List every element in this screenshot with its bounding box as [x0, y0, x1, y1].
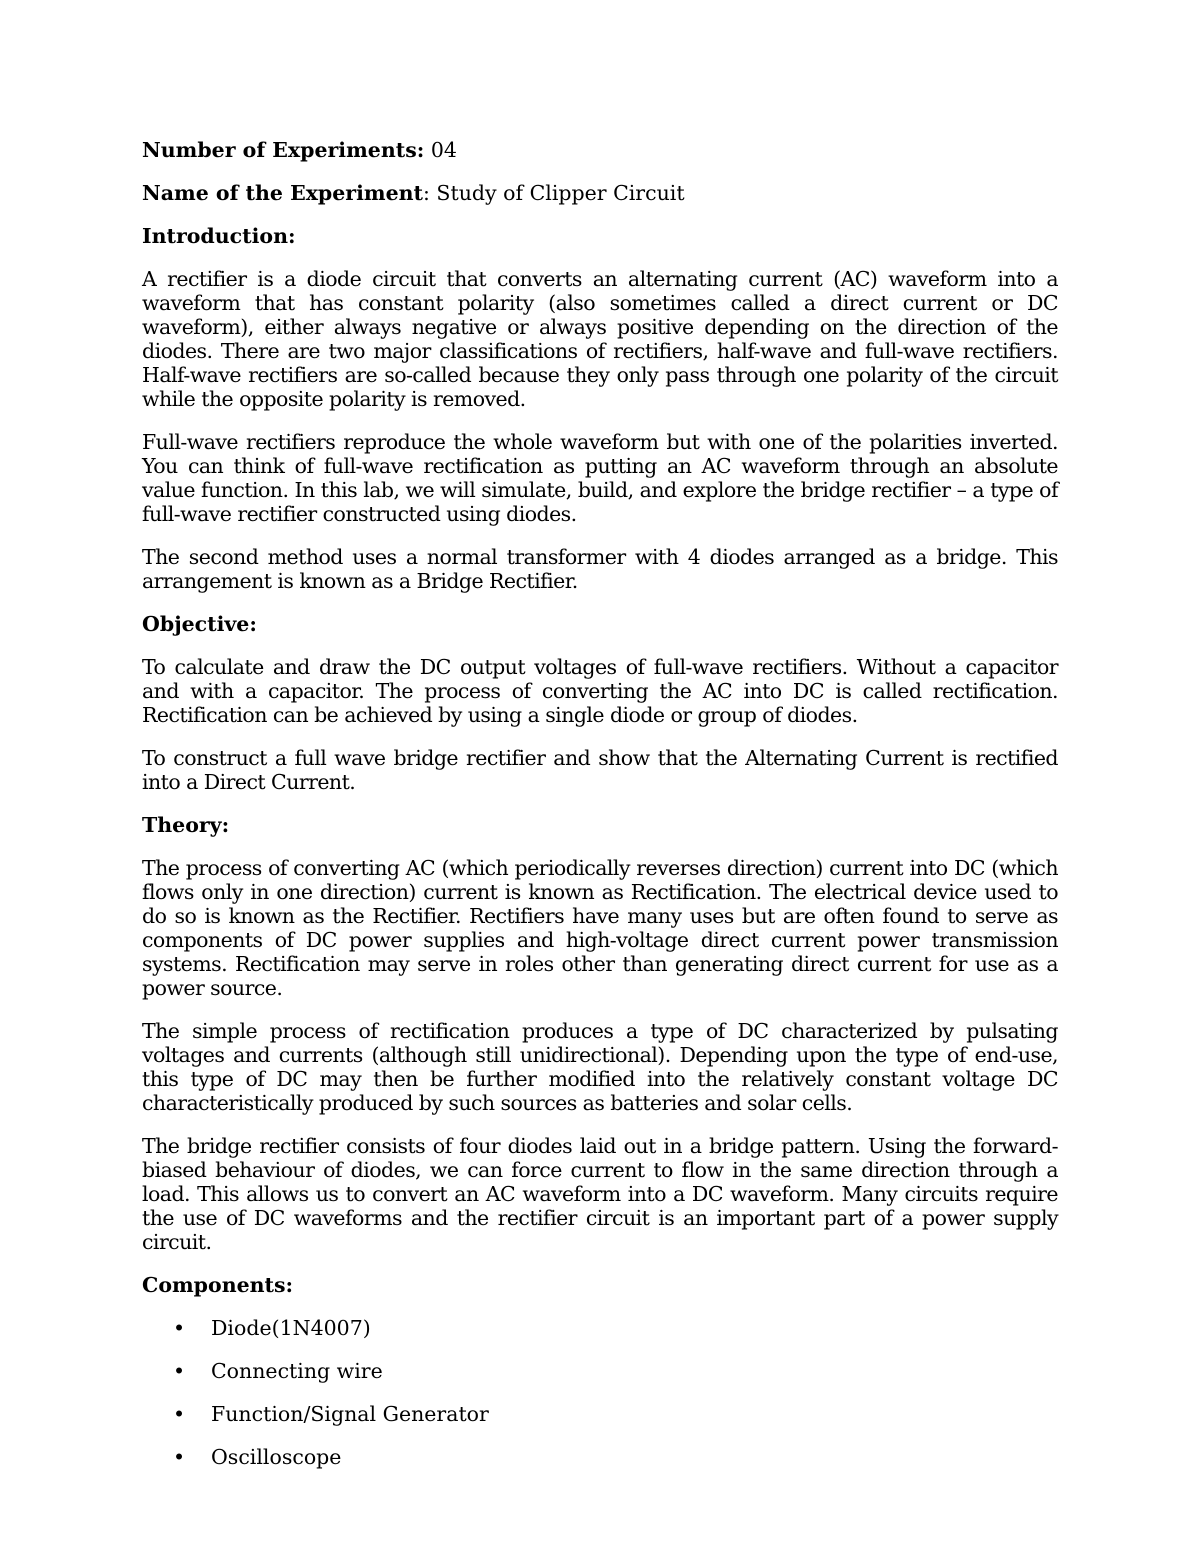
introduction-paragraph-1: A rectifier is a diode circuit that converts an alternating current (AC) waveform into a waveform that has constant polarity (also sometimes called a direct current or DC waveform), either always negative or always positive depending on the direction of the diodes. There are two major classifications of rectifiers, half-wave and full-wave rectifiers. Half-wave rectifiers are so-called because they only pass through one polarity of the circuit while the opposite polarity is removed.: [142, 267, 1058, 411]
bullet-icon: •: [173, 1316, 186, 1340]
document-page: [142, 138, 1058, 1488]
theory-paragraph-3: The bridge rectifier consists of four diodes laid out in a bridge pattern. Using the forward-biased behaviour of diodes, we can force current to flow in the same direction through a load. This allows us to convert an AC waveform into a DC waveform. Many circuits require the use of DC waveforms and the rectifier circuit is an important part of a power supply circuit.: [142, 1134, 1058, 1254]
theory-paragraph-2: The simple process of rectification produces a type of DC characterized by pulsating voltages and currents (although still unidirectional). Depending upon the type of end-use, this type of DC may then be further modified into the relatively constant voltage DC characteristically produced by such sources as batteries and solar cells.: [142, 1019, 1058, 1115]
component-label: Connecting wire: [211, 1359, 383, 1383]
components-heading: Components:: [142, 1273, 294, 1297]
component-label: Function/Signal Generator: [211, 1402, 489, 1426]
list-item: [142, 1316, 1058, 1340]
experiments-count-label: Number of Experiments:: [142, 138, 425, 162]
experiments-count-line: [142, 138, 1058, 162]
experiment-name-label: Name of the Experiment: [142, 181, 423, 205]
bullet-icon: •: [173, 1402, 186, 1426]
list-item: [142, 1402, 1058, 1426]
theory-paragraph-1: The process of converting AC (which periodically reverses direction) current into DC (which flows only in one direction) current is known as Rectification. The electrical device used to do so is known as the Rectifier. Rectifiers have many uses but are often found to serve as components of DC power supplies and high-voltage direct current power transmission systems. Rectification may serve in roles other than generating direct current for use as a power source.: [142, 856, 1058, 1000]
component-label: Diode(1N4007): [211, 1316, 371, 1340]
experiment-name-line: [142, 181, 1058, 205]
experiments-count-value: 04: [430, 138, 457, 162]
objective-paragraph-1: To calculate and draw the DC output voltages of full-wave rectifiers. Without a capacitor and with a capacitor. The process of converting the AC into DC is called rectification. Rectification can be achieved by using a single diode or group of diodes.: [142, 655, 1058, 727]
bullet-icon: •: [173, 1445, 186, 1469]
introduction-paragraph-3: The second method uses a normal transformer with 4 diodes arranged as a bridge. This arrangement is known as a Bridge Rectifier.: [142, 545, 1058, 593]
introduction-paragraph-2: Full-wave rectifiers reproduce the whole waveform but with one of the polarities inverted. You can think of full-wave rectification as putting an AC waveform through an absolute value function. In this lab, we will simulate, build, and explore the bridge rectifier – a type of full-wave rectifier constructed using diodes.: [142, 430, 1058, 526]
list-item: [142, 1359, 1058, 1383]
theory-heading: Theory:: [142, 813, 230, 837]
components-list: [142, 1316, 1058, 1469]
objective-paragraph-2: To construct a full wave bridge rectifier and show that the Alternating Current is rectified into a Direct Current.: [142, 746, 1058, 794]
objective-heading: Objective:: [142, 612, 257, 636]
component-label: Oscilloscope: [211, 1445, 342, 1469]
list-item: [142, 1445, 1058, 1469]
experiment-name-value: : Study of Clipper Circuit: [423, 181, 685, 205]
bullet-icon: •: [173, 1359, 186, 1383]
introduction-heading: Introduction:: [142, 224, 296, 248]
